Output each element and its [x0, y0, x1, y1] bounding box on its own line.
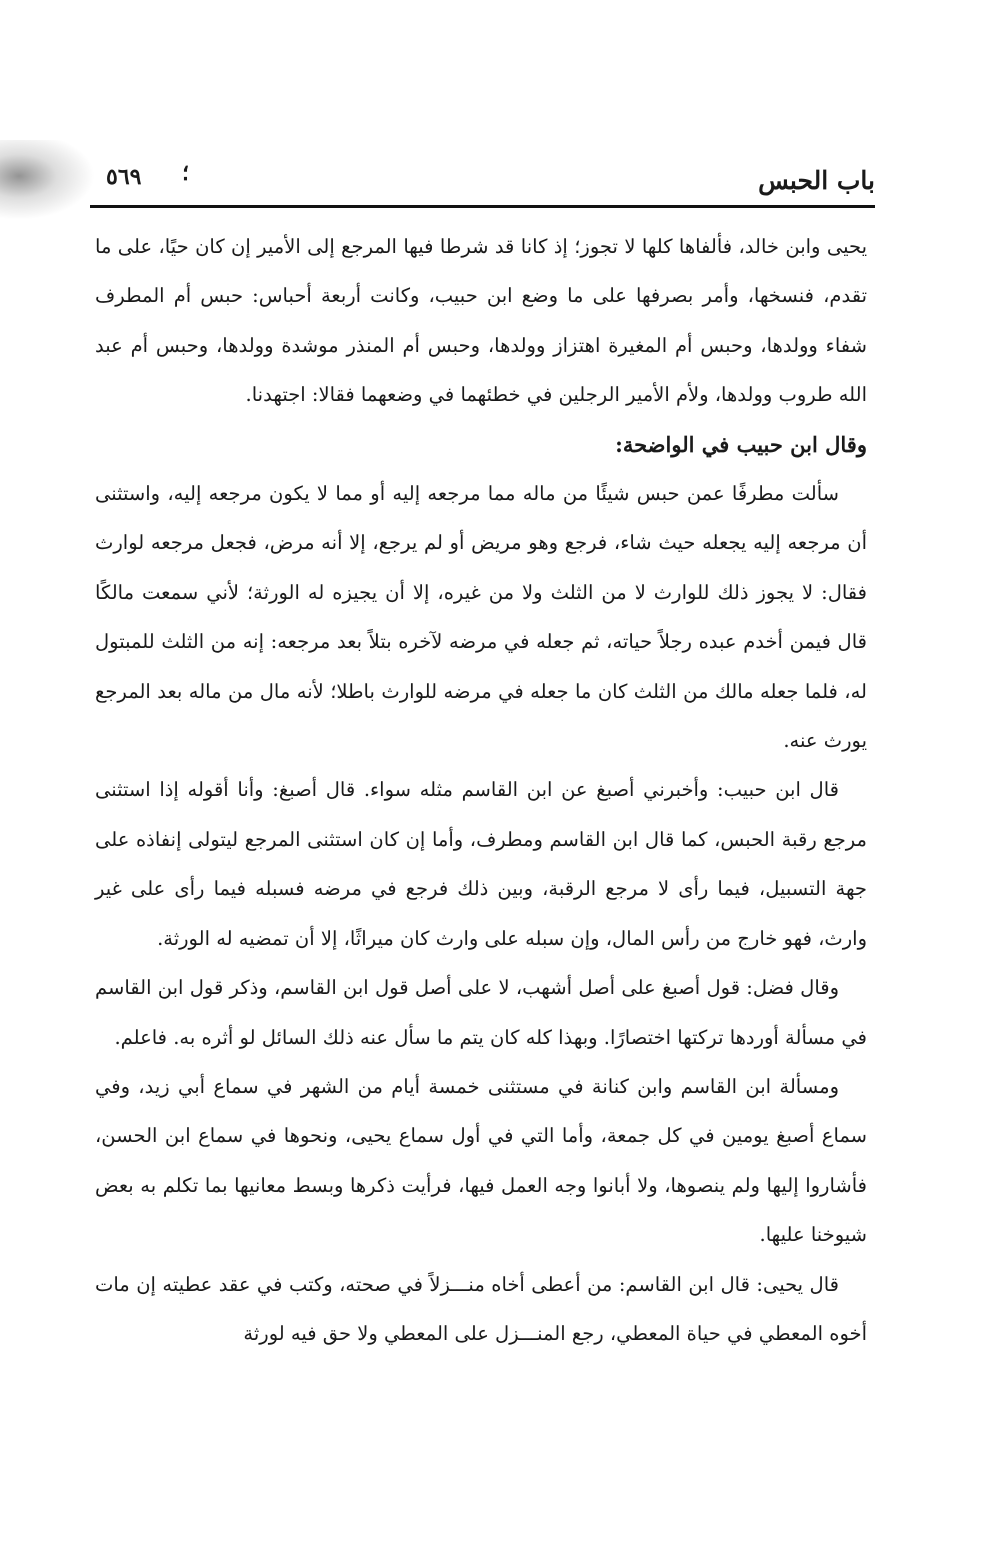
paragraph-2: سألت مطرفًا عمن حبس شيئًا من ماله مما مرجعه إليه أو مما لا يكون مرجعه إليه، واستثنى أن مرجعه إليه يجعله حيث شاء، فرجع وهو مريض أو لم يرجع، إلا أنه مرض، فجعل مرجعه لوارث فقال: لا يجوز ذلك للوارث لا من الثلث ولا من غيره، إلا أن يجيزه له الورثة؛ لأني سمعت مالكًا قال فيمن أخدم عبده رجلاً حياته، ثم جعله في مرضه لآخره بتلاً بعد مرجعه: إنه من الثلث للمبتول له، فلما جعله مالك من الثلث كان ما جعله في مرضه للوارث باطلا؛ لأنه مال من ماله بعد المرجع يورث عنه. [95, 482, 867, 753]
page-header [90, 158, 875, 204]
body-text [95, 222, 867, 1358]
paragraph-5: ومسألة ابن القاسم وابن كنانة في مستثنى خمسة أيام من الشهر في سماع أبي زيد، وفي سماع أصبغ يومين في كل جمعة، وأما التي في أول سماع يحيى، ونحوها في سماع ابن الحسن، فأشاروا إليها ولم ينصوها، ولا أبانوا وجه العمل فيها، فرأيت ذكرها وبسط معانيها بما تكلم به بعض شيوخنا عليها. [95, 1074, 867, 1247]
page-number: ٥٦٩ [106, 164, 142, 190]
header-mark: ؛ [182, 160, 189, 186]
chapter-title: باب الحبس [758, 166, 875, 195]
paragraph-4: وقال فضل: قول أصبغ على أصل أشهب، لا على أصل قول ابن القاسم، وذكر قول ابن القاسم في مسألة أوردها تركتها اختصارًا. وبهذا كله كان يتم ما سأل عنه ذلك السائل لو أثره به. فاعلم. [95, 976, 867, 1049]
header-rule [90, 205, 875, 208]
scan-edge-shadow [0, 140, 95, 220]
section-heading: وقال ابن حبيب في الواضحة: [615, 431, 867, 457]
paragraph-1: يحيى وابن خالد، فألفاها كلها لا تجوز؛ إذ كانا قد شرطا فيها المرجع إلى الأمير إن كان حيًا، على ما تقدم، فنسخها، وأمر بصرفها على ما وضع ابن حبيب، وكانت أربعة أحباس: حبس أم المطرف شفاء وولدها، وحبس أم المغيرة اهتزاز وولدها، وحبس أم المنذر موشدة وولدها، وحبس أم عبد الله طروب وولدها، ولأم الأمير الرجلين في خطئهما في وضعهما فقالا: اجتهدنا. [95, 235, 867, 407]
paragraph-6: قال يحيى: قال ابن القاسم: من أعطى أخاه منـــزلاً في صحته، وكتب في عقد عطيته إن مات أخوه المعطي في حياة المعطي، رجع المنـــزل على المعطي ولا حق فيه لورثة [95, 1272, 867, 1345]
paragraph-3: قال ابن حبيب: وأخبرني أصبغ عن ابن القاسم مثله سواء. قال أصبغ: وأنا أقوله إذا استثنى مرجع رقبة الحبس، كما قال ابن القاسم ومطرف، وأما إن كان استثنى المرجع ليتولى إنفاذه على جهة التسبيل، فيما رأى لا مرجع الرقبة، وبين ذلك فرجع في مرضه فسبله فيما رأى على غير وارث، فهو خارج من رأس المال، وإن سبله على وارث كان ميراثًا، إلا أن تمضيه له الورثة. [95, 778, 867, 950]
